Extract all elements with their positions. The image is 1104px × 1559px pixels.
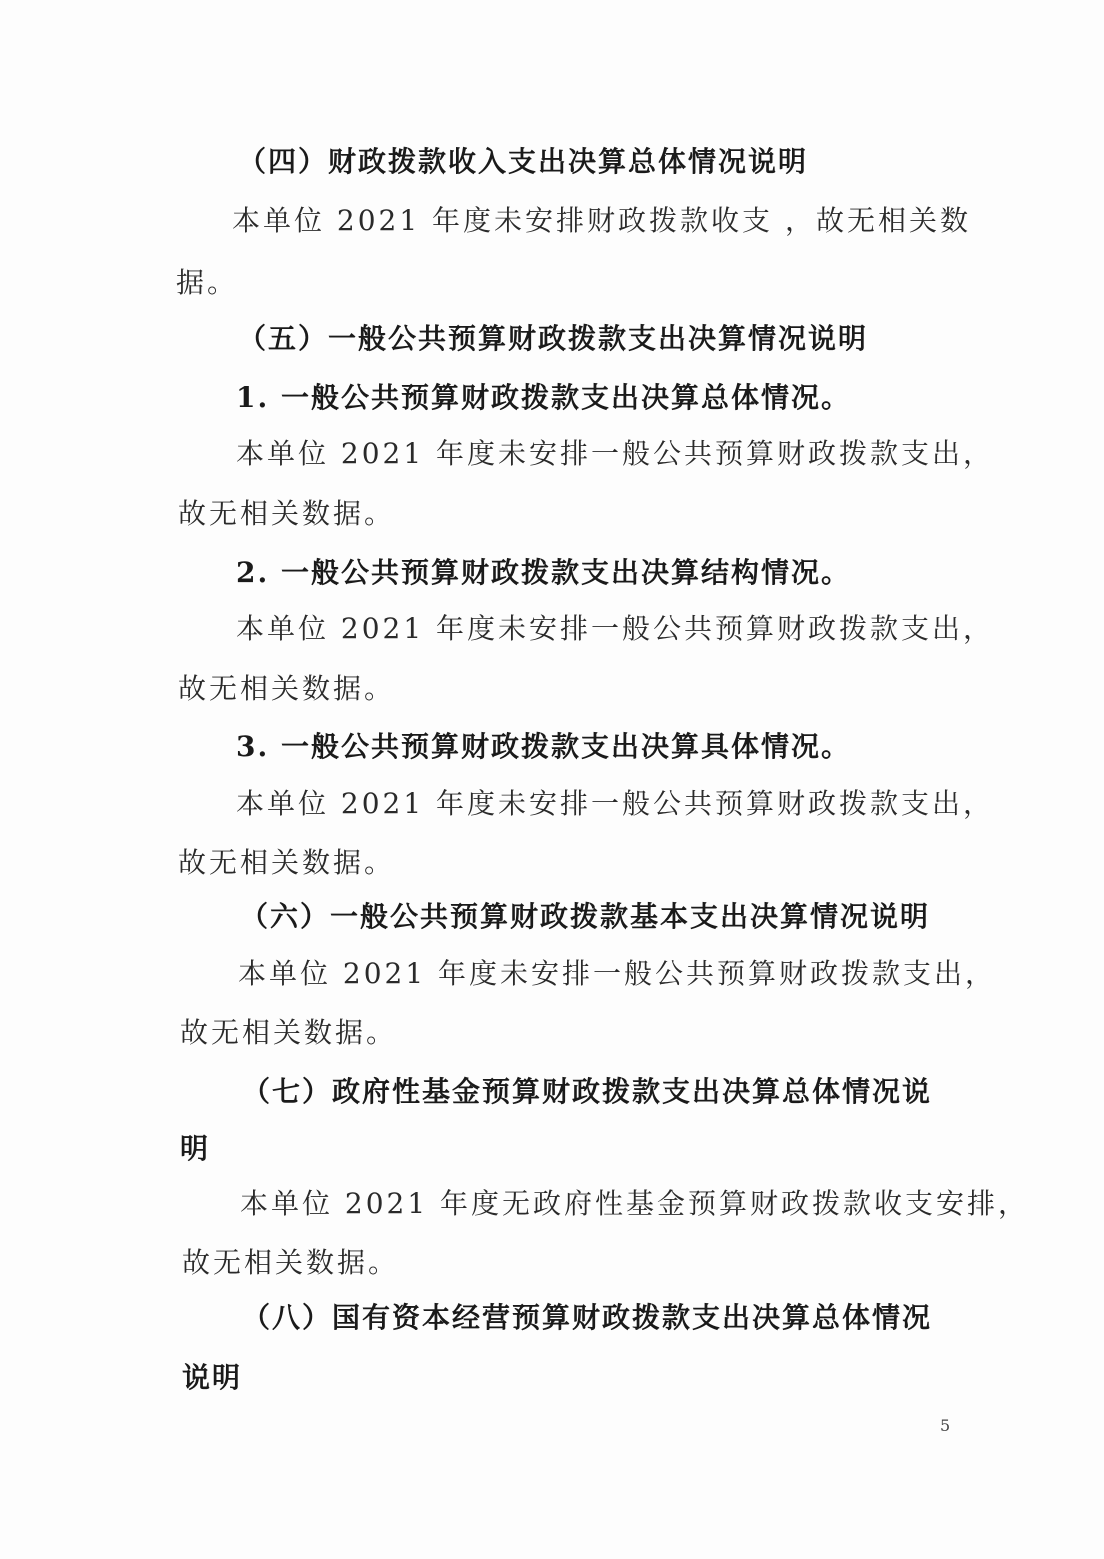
subsection-heading-5-1: 1. 一般公共预算财政拨款支出决算总体情况。: [236, 381, 851, 414]
paragraph-line: 本单位 2021 年度未安排一般公共预算财政拨款支出，: [236, 787, 995, 820]
section-heading-7: （七）政府性基金预算财政拨款支出决算总体情况说: [242, 1075, 933, 1108]
section-heading-7-continued: 明: [180, 1132, 211, 1165]
paragraph-line: 故无相关数据。: [180, 1016, 398, 1049]
paragraph-line: 本单位 2021 年度未安排一般公共预算财政拨款支出，: [238, 957, 997, 990]
paragraph-line: 据。: [176, 266, 239, 299]
paragraph-line: 本单位 2021 年度无政府性基金预算财政拨款收支安排，: [240, 1187, 1030, 1220]
section-heading-5: （五）一般公共预算财政拨款支出决算情况说明: [238, 322, 869, 355]
subsection-heading-5-2: 2. 一般公共预算财政拨款支出决算结构情况。: [236, 556, 851, 589]
paragraph-line: 故无相关数据。: [178, 497, 396, 530]
section-heading-8: （八）国有资本经营预算财政拨款支出决算总体情况: [242, 1301, 933, 1334]
subsection-heading-5-3: 3. 一般公共预算财政拨款支出决算具体情况。: [236, 730, 851, 763]
section-heading-6: （六）一般公共预算财政拨款基本支出决算情况说明: [240, 900, 931, 933]
paragraph-line: 本单位 2021 年度未安排财政拨款收支 ，故无相关数: [232, 204, 971, 237]
paragraph-line: 故无相关数据。: [178, 846, 396, 879]
page-number: 5: [940, 1416, 951, 1435]
paragraph-line: 本单位 2021 年度未安排一般公共预算财政拨款支出，: [236, 612, 995, 645]
section-heading-8-continued: 说明: [182, 1361, 243, 1394]
paragraph-line: 故无相关数据。: [182, 1246, 400, 1279]
section-heading-4: （四）财政拨款收入支出决算总体情况说明: [238, 145, 809, 178]
paragraph-line: 本单位 2021 年度未安排一般公共预算财政拨款支出，: [236, 437, 995, 470]
paragraph-line: 故无相关数据。: [178, 672, 396, 705]
